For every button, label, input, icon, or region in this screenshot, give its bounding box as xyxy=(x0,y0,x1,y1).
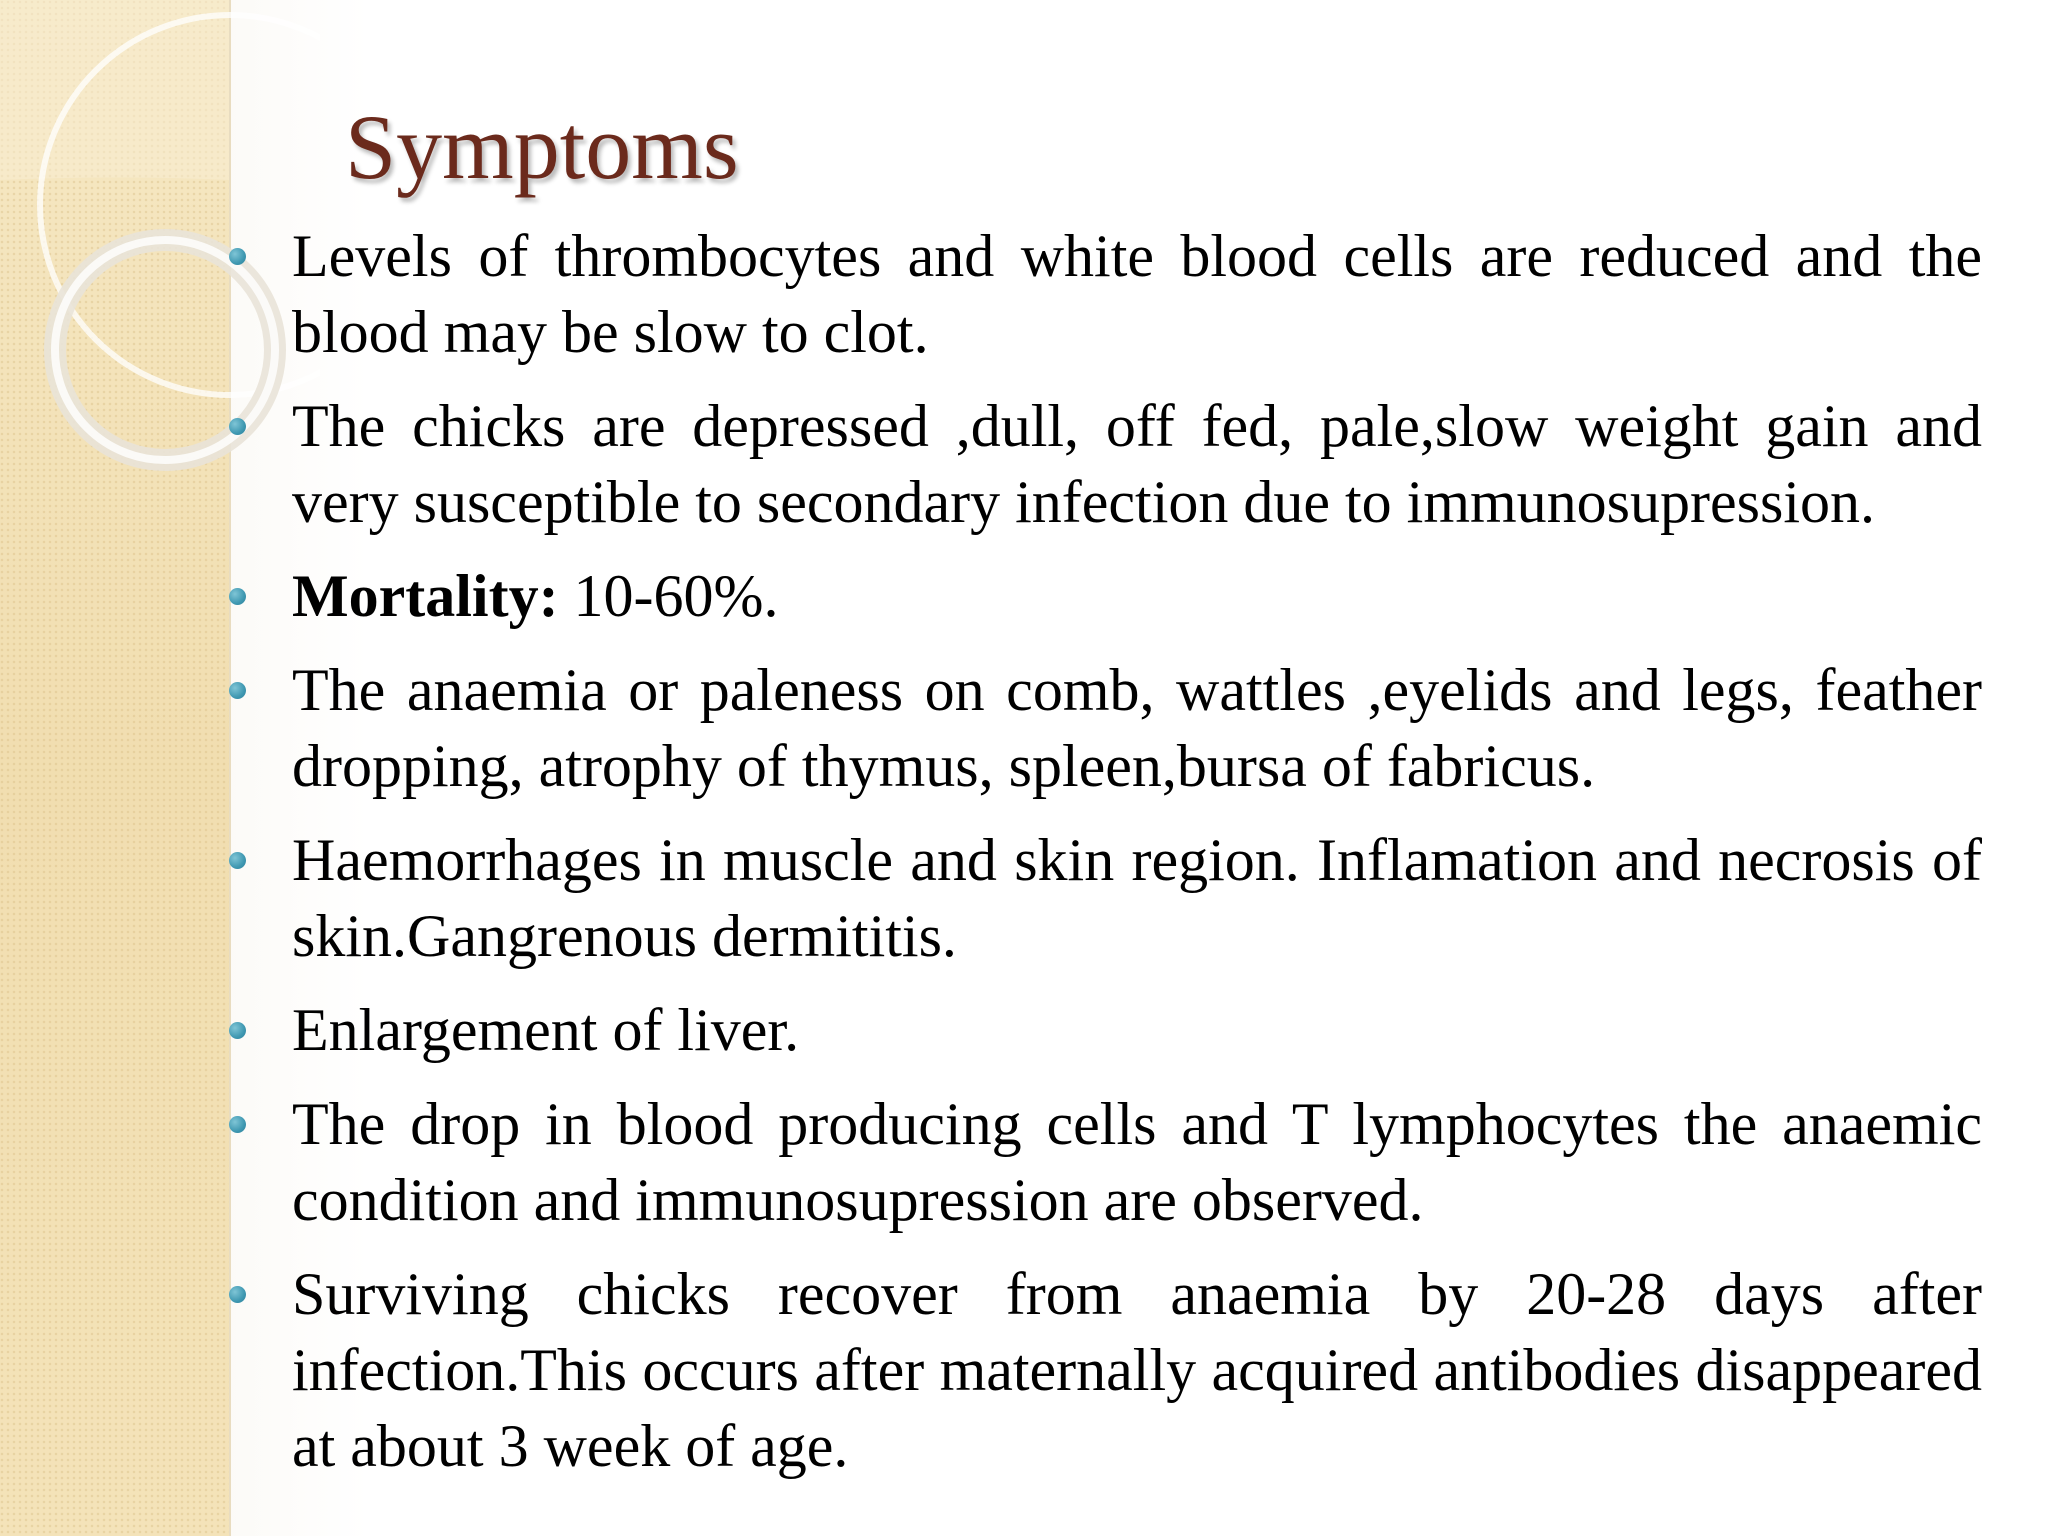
bullet-text: The chicks are depressed ,dull, off fed, pale,slow weight gain and very susceptible to secondary infection due to immunosupression. xyxy=(292,393,1982,535)
bullet-item-haemorrhages xyxy=(292,822,1982,974)
bullet-dot-icon xyxy=(229,1116,246,1133)
bullet-dot-icon xyxy=(229,588,246,605)
slide-title: Symptoms xyxy=(345,96,739,198)
bullet-text: Haemorrhages in muscle and skin region. Inflamation and necrosis of skin.Gangrenous dermititis. xyxy=(292,827,1982,969)
bullet-item-blood-cells xyxy=(292,1086,1982,1238)
bullet-item-depressed-chicks xyxy=(292,388,1982,540)
bullet-text: The drop in blood producing cells and T lymphocytes the anaemic condition and immunosupression are observed. xyxy=(292,1091,1982,1233)
bullet-text: Surviving chicks recover from anaemia by 20-28 days after infection.This occurs after maternally acquired antibodies disappeared at about 3 week of age. xyxy=(292,1261,1982,1479)
bullet-item-anaemia xyxy=(292,652,1982,804)
bullet-item-surviving-chicks xyxy=(292,1256,1982,1484)
bullet-dot-icon xyxy=(229,682,246,699)
bullet-text: The anaemia or paleness on comb, wattles ,eyelids and legs, feather dropping, atrophy of thymus, spleen,bursa of fabricus. xyxy=(292,657,1982,799)
bullet-dot-icon xyxy=(229,1022,246,1039)
bullet-dot-icon xyxy=(229,1286,246,1303)
mortality-value: 10-60%. xyxy=(558,563,779,629)
bullet-item-thrombocytes xyxy=(292,218,1982,370)
bullet-dot-icon xyxy=(229,248,246,265)
bullet-dot-icon xyxy=(229,852,246,869)
decorative-rings-icon xyxy=(0,0,320,520)
bullet-item-mortality xyxy=(292,558,1982,634)
mortality-label: Mortality: xyxy=(292,563,559,629)
bullet-dot-icon xyxy=(229,418,246,435)
symptoms-list xyxy=(292,218,1982,1502)
bullet-text: Enlargement of liver. xyxy=(292,997,800,1063)
bullet-item-liver xyxy=(292,992,1982,1068)
bullet-text: Levels of thrombocytes and white blood cells are reduced and the blood may be slow to clot. xyxy=(292,223,1982,365)
